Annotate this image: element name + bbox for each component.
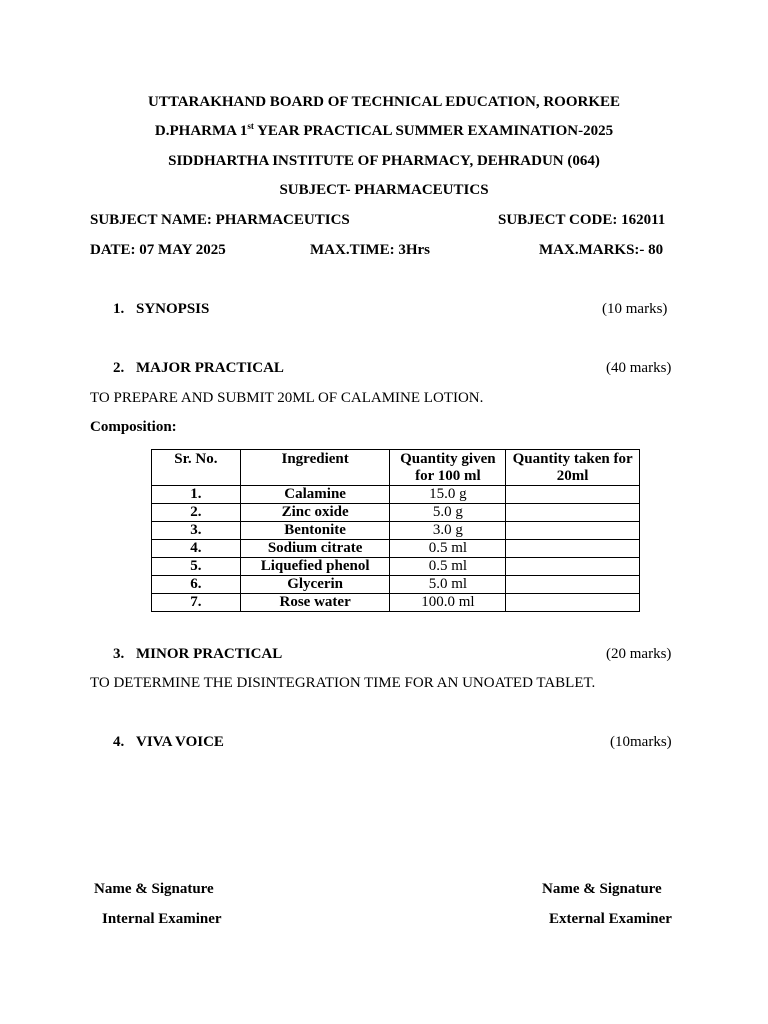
quantity-taken-cell [506, 558, 640, 576]
table-row [152, 540, 640, 558]
table-row [152, 558, 640, 576]
section-4-number: 4. [113, 734, 125, 750]
ingredient-cell: Bentonite [240, 522, 390, 540]
section-2-marks: (40 marks) [606, 360, 672, 376]
table-row [152, 576, 640, 594]
internal-signature-label: Name & Signature [94, 881, 214, 897]
sr-no-cell: 6. [152, 576, 241, 594]
section-4-marks: (10marks) [610, 734, 672, 750]
sr-no-cell: 5. [152, 558, 241, 576]
quantity-taken-cell [506, 576, 640, 594]
external-examiner-label: External Examiner [549, 911, 672, 927]
section-2-task: TO PREPARE AND SUBMIT 20ML OF CALAMINE LOTION. [90, 390, 484, 406]
ingredient-cell: Liquefied phenol [240, 558, 390, 576]
quantity-taken-cell [506, 540, 640, 558]
quantity-given-cell: 15.0 g [390, 486, 506, 504]
external-signature-label: Name & Signature [542, 881, 662, 897]
section-1-title: SYNOPSIS [136, 301, 210, 317]
table-header-row [152, 450, 640, 486]
sr-no-cell: 1. [152, 486, 241, 504]
section-3-marks: (20 marks) [606, 646, 672, 662]
quantity-given-cell: 0.5 ml [390, 540, 506, 558]
ingredient-cell: Calamine [240, 486, 390, 504]
sr-no-cell: 7. [152, 594, 241, 612]
section-1-number: 1. [113, 301, 125, 317]
table-row [152, 486, 640, 504]
sr-no-cell: 3. [152, 522, 241, 540]
board-title: UTTARAKHAND BOARD OF TECHNICAL EDUCATION, ROORKEE [148, 94, 620, 110]
table-row [152, 522, 640, 540]
ingredient-cell: Zinc oxide [240, 504, 390, 522]
quantity-given-cell: 5.0 ml [390, 576, 506, 594]
table-row [152, 594, 640, 612]
sr-no-cell: 2. [152, 504, 241, 522]
quantity-given-cell: 3.0 g [390, 522, 506, 540]
table-row [152, 504, 640, 522]
subject-name: SUBJECT NAME: PHARMACEUTICS [90, 212, 350, 228]
exam-title-superscript: st [247, 121, 254, 131]
composition-table [151, 449, 640, 612]
ingredient-cell: Glycerin [240, 576, 390, 594]
section-1-marks: (10 marks) [602, 301, 668, 317]
subject-title: SUBJECT- PHARMACEUTICS [279, 182, 489, 198]
exam-title [0, 123, 768, 140]
max-marks: MAX.MARKS:- 80 [539, 242, 664, 258]
sr-no-cell: 4. [152, 540, 241, 558]
section-2-title: MAJOR PRACTICAL [136, 360, 284, 376]
header-quantity-given: Quantity given for 100 ml [390, 450, 506, 486]
header-sr-no: Sr. No. [152, 450, 241, 486]
exam-title-suffix: YEAR PRACTICAL SUMMER EXAMINATION-2025 [253, 123, 614, 139]
exam-date: DATE: 07 MAY 2025 [90, 242, 226, 258]
quantity-taken-cell [506, 504, 640, 522]
quantity-taken-cell [506, 522, 640, 540]
section-3-task: TO DETERMINE THE DISINTEGRATION TIME FOR AN UNOATED TABLET. [90, 675, 596, 691]
internal-examiner-label: Internal Examiner [102, 911, 222, 927]
subject-code: SUBJECT CODE: 162011 [498, 212, 666, 228]
header-quantity-taken: Quantity taken for 20ml [506, 450, 640, 486]
header-ingredient: Ingredient [240, 450, 390, 486]
section-2-number: 2. [113, 360, 125, 376]
section-3-title: MINOR PRACTICAL [136, 646, 283, 662]
composition-label: Composition: [90, 419, 177, 435]
quantity-taken-cell [506, 594, 640, 612]
quantity-given-cell: 100.0 ml [390, 594, 506, 612]
max-time: MAX.TIME: 3Hrs [310, 242, 430, 258]
ingredient-cell: Rose water [240, 594, 390, 612]
section-3-number: 3. [113, 646, 125, 662]
quantity-given-cell: 0.5 ml [390, 558, 506, 576]
exam-title-prefix: D.PHARMA 1 [154, 123, 248, 139]
ingredient-cell: Sodium citrate [240, 540, 390, 558]
quantity-given-cell: 5.0 g [390, 504, 506, 522]
quantity-taken-cell [506, 486, 640, 504]
institute-title: SIDDHARTHA INSTITUTE OF PHARMACY, DEHRADUN (064) [168, 153, 600, 169]
section-4-title: VIVA VOICE [136, 734, 224, 750]
